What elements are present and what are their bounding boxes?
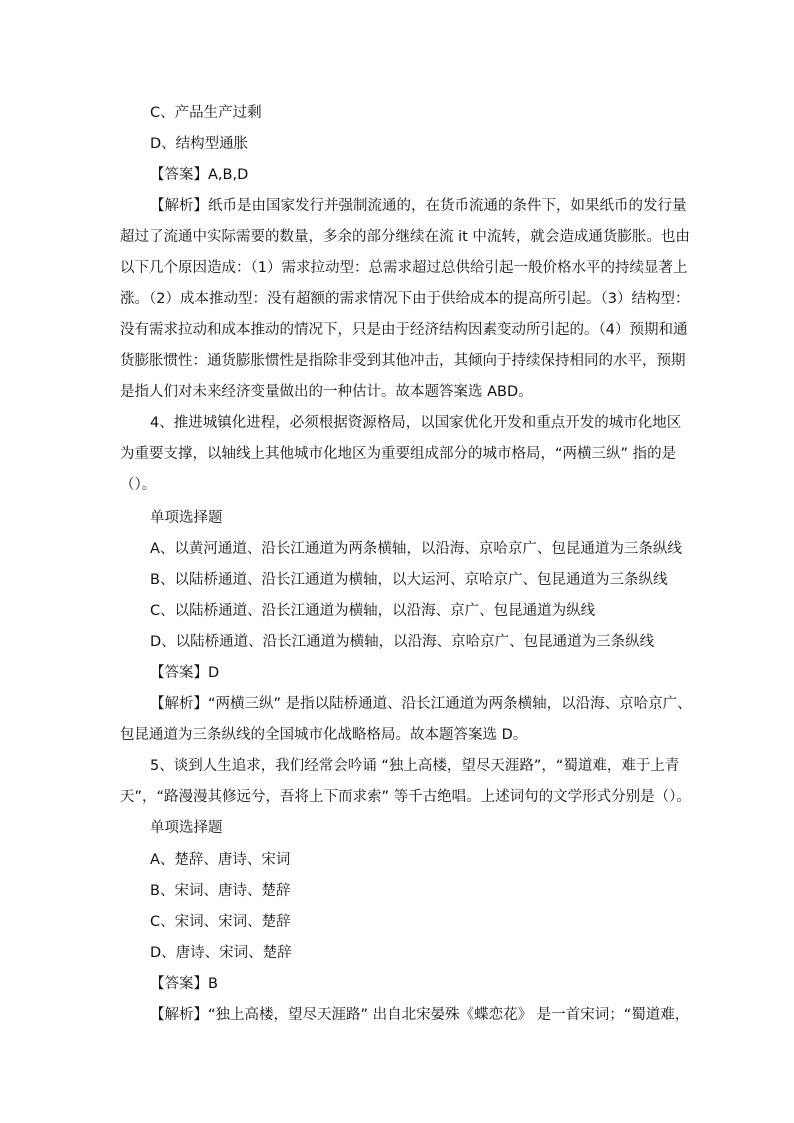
analysis-line: 以下几个原因造成：（1）需求拉动型：总需求超过总供给引起一般价格水平的持续显著上 xyxy=(120,260,688,276)
analysis-line: 没有需求拉动和成本推动的情况下，只是由于经济结构因素变动所引起的。（4）预期和通 xyxy=(120,322,688,338)
answer-line: 【答案】A,B,D xyxy=(150,167,249,183)
question-5-line: 5、谈到人生追求，我们经常会吟诵 “独上高楼，望尽天涯路”，“蜀道难，难于上青 xyxy=(150,758,680,774)
question-4-line: 为重要支撑，以轴线上其他城市化地区为重要组成部分的城市格局，“两横三纵” 指的是 xyxy=(120,446,677,462)
option-d-line: D、以陆桥通道、沿长江通道为横轴，以沿海、京哈京广、包昆通道为三条纵线 xyxy=(150,634,655,650)
option-d-line: D、结构型通胀 xyxy=(150,136,249,152)
question-4-line: 4、推进城镇化进程，必须根据资源格局，以国家优化开发和重点开发的城市化地区 xyxy=(150,415,682,431)
question-5-line: 天”，“路漫漫其修远兮，吾将上下而求索” 等千古绝唱。上述词句的文学形式分别是（）。 xyxy=(120,789,691,805)
option-a-line: A、以黄河通道、沿长江通道为两条横轴，以沿海、京哈京广、包昆通道为三条纵线 xyxy=(150,541,682,557)
analysis-line: 涨。（2）成本推动型：没有超额的需求情况下由于供给成本的提高所引起。（3）结构型： xyxy=(120,291,690,307)
analysis-line: 【解析】纸币是由国家发行并强制流通的，在货币流通的条件下，如果纸币的发行量 xyxy=(150,198,687,214)
analysis-line: 【解析】“两横三纵” 是指以陆桥通道、沿长江通道为两条横轴，以沿海、京哈京广、 xyxy=(150,696,692,712)
option-c-line: C、产品生产过剩 xyxy=(150,105,262,121)
option-c-line: C、宋词、宋词、楚辞 xyxy=(150,914,291,930)
question-type-label: 单项选择题 xyxy=(150,820,223,836)
option-b-line: B、以陆桥通道、沿长江通道为横轴，以大运河、京哈京广、包昆通道为三条纵线 xyxy=(150,572,668,588)
analysis-line: 货膨胀惯性：通货膨胀惯性是指除非受到其他冲击，其倾向于持续保持相同的水平，预期 xyxy=(120,353,686,369)
option-d-line: D、唐诗、宋词、楚辞 xyxy=(150,945,292,961)
analysis-line: 包昆通道为三条纵线的全国城市化战略格局。故本题答案选 D。 xyxy=(120,727,528,743)
question-type-label: 单项选择题 xyxy=(150,510,223,526)
answer-line: 【答案】D xyxy=(150,665,220,681)
option-b-line: B、宋词、唐诗、楚辞 xyxy=(150,883,291,899)
analysis-line: 是指人们对未来经济变量做出的一种估计。故本题答案选 ABD。 xyxy=(120,384,533,400)
option-a-line: A、楚辞、唐诗、宋词 xyxy=(150,852,291,868)
question-4-line: （）。 xyxy=(120,477,157,493)
option-c-line: C、以陆桥通道、沿长江通道为横轴，以沿海、京广、包昆通道为纵线 xyxy=(150,603,596,619)
analysis-line: 超过了流通中实际需要的数量，多余的部分继续在流 it 中流转，就会造成通货膨胀。也由 xyxy=(120,229,690,245)
answer-line: 【答案】B xyxy=(150,976,218,992)
analysis-line: 【解析】“独上高楼，望尽天涯路” 出自北宋晏殊《蝶恋花》 是一首宋词；“蜀道难， xyxy=(150,1007,690,1023)
